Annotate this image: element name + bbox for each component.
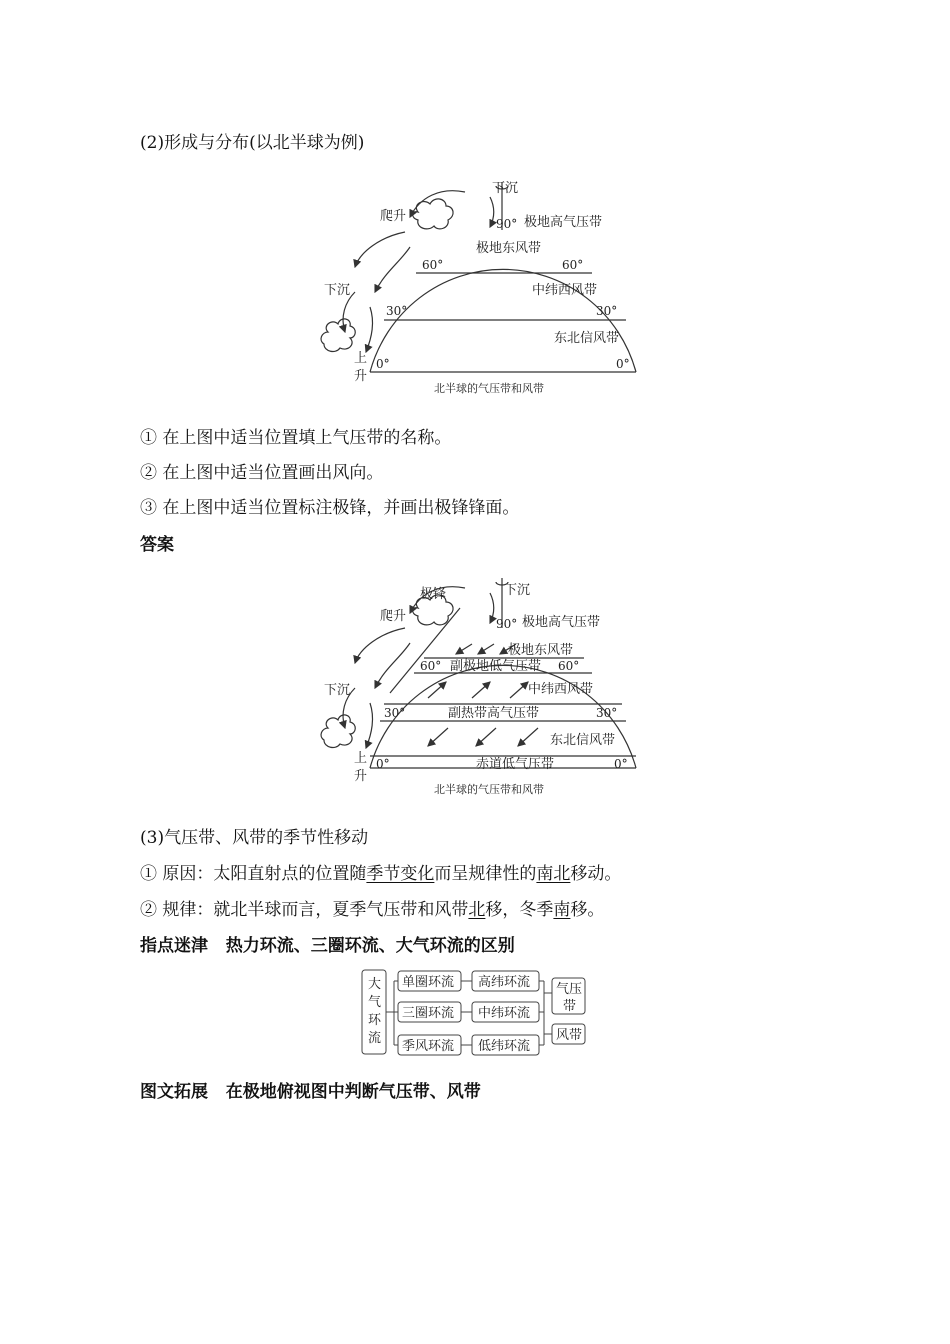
polar-front-label: 极锋 xyxy=(420,587,447,602)
deg30-right-2: 30° xyxy=(596,706,618,720)
wind-label: 风带 xyxy=(556,1028,583,1043)
answer-label: 答案 xyxy=(140,535,174,555)
rise-label-2: 升 xyxy=(354,369,368,384)
low-label: 低纬环流 xyxy=(478,1039,531,1054)
subpolar-low-label: 副极地低气压带 xyxy=(450,659,542,674)
section2-heading: (2)形成与分布(以北半球为例) xyxy=(140,133,365,153)
deg60-left-2: 60° xyxy=(420,659,442,673)
extension-label: 图文拓展 xyxy=(140,1082,208,1102)
deg60-right: 60° xyxy=(562,258,584,272)
circulation-tree xyxy=(360,968,592,1060)
westerlies-label-2: 中纬西风带 xyxy=(528,682,594,697)
root-char-1: 大 xyxy=(368,977,382,992)
diagram1-caption: 北半球的气压带和风带 xyxy=(434,382,544,395)
tip-label: 指点迷津 xyxy=(140,936,208,956)
deg0-left: 0° xyxy=(376,357,390,371)
equatorial-low-label: 赤道低气压带 xyxy=(476,757,555,772)
climb-label: 爬升 xyxy=(380,209,407,224)
root-char-4: 流 xyxy=(368,1031,382,1046)
tip-text: 热力环流、三圈环流、大气环流的区别 xyxy=(225,936,515,956)
cloud-icon xyxy=(413,199,453,229)
polar-high-label: 极地高气压带 xyxy=(524,215,603,230)
root-char-3: 环 xyxy=(368,1013,382,1028)
deg0-right: 0° xyxy=(616,357,630,371)
ne-trade-label: 东北信风带 xyxy=(554,331,620,346)
single-label: 单圈环流 xyxy=(402,975,455,990)
task-1: ① 在上图中适当位置填上气压带的名称。 xyxy=(140,428,452,448)
deg30-left-2: 30° xyxy=(384,706,406,720)
rise-label-2b: 升 xyxy=(354,769,368,784)
high-label: 高纬环流 xyxy=(478,975,531,990)
rise-label-2a: 上 xyxy=(354,751,368,766)
mid-sink-label-2: 下沉 xyxy=(324,683,351,698)
section3-reason: ① 原因：太阳直射点的位置随季节变化而呈规律性的南北移动。 xyxy=(140,864,622,884)
section3-rule: ② 规律：就北半球而言，夏季气压带和风带北移，冬季南移。 xyxy=(140,900,605,920)
deg30-left: 30° xyxy=(386,304,408,318)
task-3: ③ 在上图中适当位置标注极锋，并画出极锋锋面。 xyxy=(140,498,520,518)
top-sink-label: 下沉 xyxy=(492,181,519,196)
diagram2-caption: 北半球的气压带和风带 xyxy=(434,783,544,796)
tip-line xyxy=(140,931,515,956)
subtropical-high-label: 副热带高气压带 xyxy=(448,706,540,721)
polar-east-label-2: 极地东风带 xyxy=(508,643,574,658)
top-sink-label-2: 下沉 xyxy=(504,583,531,598)
polar-high-label-2: 极地高气压带 xyxy=(522,615,601,630)
extension-line xyxy=(140,1077,481,1102)
pressure-label-2: 带 xyxy=(563,999,577,1014)
root-char-2: 气 xyxy=(368,995,382,1010)
three-label: 三圈环流 xyxy=(402,1006,455,1021)
deg60-left: 60° xyxy=(422,258,444,272)
diagram-pressure-wind-belts xyxy=(300,172,650,404)
pressure-label-1: 气压 xyxy=(556,982,583,997)
westerlies-label: 中纬西风带 xyxy=(532,283,598,298)
cloud-icon-low xyxy=(321,319,355,352)
extension-text: 在极地俯视图中判断气压带、风带 xyxy=(225,1082,481,1102)
monsoon-label: 季风环流 xyxy=(402,1039,455,1054)
deg0-left-2: 0° xyxy=(376,757,390,771)
deg90-label: 90° xyxy=(496,217,518,231)
diagram-answer xyxy=(300,568,650,800)
deg60-right-2: 60° xyxy=(558,659,580,673)
deg30-right: 30° xyxy=(596,304,618,318)
rise-label-1: 上 xyxy=(354,351,368,366)
mid-label: 中纬环流 xyxy=(478,1006,531,1021)
climb-label-2: 爬升 xyxy=(380,609,407,624)
deg0-right-2: 0° xyxy=(614,757,628,771)
mid-sink-label: 下沉 xyxy=(324,283,351,298)
task-2: ② 在上图中适当位置画出风向。 xyxy=(140,463,384,483)
section3-heading: (3)气压带、风带的季节性移动 xyxy=(140,828,369,848)
polar-east-label: 极地东风带 xyxy=(476,241,542,256)
deg90-label-2: 90° xyxy=(496,617,518,631)
ne-trade-label-2: 东北信风带 xyxy=(550,733,616,748)
